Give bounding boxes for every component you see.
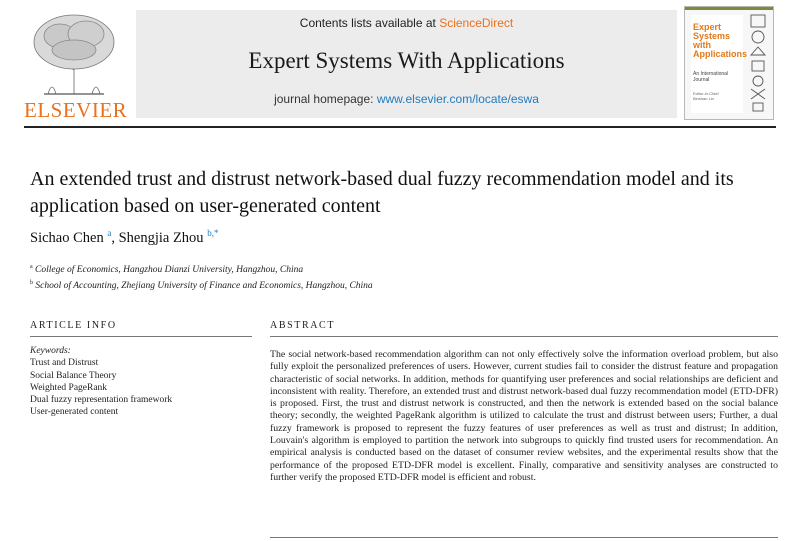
article-info-heading: ARTICLE INFO [30,320,117,331]
abstract-bottom-rule [270,537,778,538]
cover-subtitle: An International Journal [693,71,729,83]
affiliation-item [30,261,373,277]
keywords-label: Keywords: [30,346,71,356]
abstract-text: The social network-based recommendation algorithm can not only effectively solve the information overload problem, but also fully exploit the personalized preferences of users. However, current studies fail to consider the distrust feature and propagation characteristic of social networks. In addition, methods for quantifying user preferences and social relationships are deficient and inconsistent with reality. Therefore, an extended trust and distrust network-based dual fuzzy recommendation model (ETD-DFR) is proposed. First, the trust and distrust network is constructed, and then the network is extended based on the social balance theory; secondly, the weighted PageRank algorithm is utilized to calculate the trust and distrust between users; Further, a dual fuzzy framework is proposed to represent the fuzzy features of user preferences as well as trust and distrust; In addition, Louvain's algorithm is employed to partition the network into subgroups to quickly find trusted users for recommendation. An empirical analysis is conducted based on the dataset of consumer review websites, and the experimental results show that the performance of the proposed ETD-DFR model is excellent. Finally, comparative and sensitivity analyses are constructed to further verify the proposed ETD-DFR model is efficient and robust. [270,349,778,483]
header-divider [24,126,776,128]
affiliation-text: School of Accounting, Zhejiang University of Finance and Economics, Hangzhou, China [35,281,373,292]
cover-icons-column [747,13,769,113]
cover-title: Expert Systems with Applications [693,22,748,59]
keyword-item: Trust and Distrust [30,358,99,369]
author-separator: , [111,229,119,246]
sciencedirect-link[interactable]: ScienceDirect [439,16,514,30]
cover-icon-7 [753,103,763,111]
contents-prefix: Contents lists available at [299,16,440,30]
affiliation-item [30,277,373,293]
affiliation-mark: a [30,264,33,270]
keyword-item: Social Balance Theory [30,370,117,381]
affiliation-mark: b [30,280,33,287]
cover-icon-6 [751,89,765,99]
abstract-rule [270,336,778,337]
keyword-item: Weighted PageRank [30,382,108,393]
author-affiliation-mark[interactable]: a [107,228,112,238]
author-affiliation-mark[interactable]: b,* [207,228,219,238]
journal-title[interactable]: Expert Systems With Applications [248,48,565,73]
cover-icon-1 [751,15,765,27]
cover-text-panel [691,15,748,113]
keywords-block [30,345,172,419]
journal-banner [136,10,677,118]
affiliation-text: College of Economics, Hangzhou Dianzi University, Hangzhou, China [35,265,304,276]
cover-icon-5 [753,76,763,86]
cover-editor-line: Editor-in-Chief Binshan Lin [693,91,719,101]
journal-header [0,0,799,125]
homepage-line [136,92,677,106]
author-line [30,228,218,247]
cover-top-stripe [685,7,773,10]
keyword-item: User-generated content [30,407,119,418]
elsevier-tree-icon [24,10,124,96]
author-name[interactable]: Shengjia Zhou [118,229,204,246]
keyword-item: Dual fuzzy representation framework [30,395,173,406]
article-info-rule [30,336,252,337]
elsevier-logo[interactable] [24,10,128,122]
affiliations [30,261,373,293]
cover-icon-4 [752,61,764,71]
article-title: An extended trust and distrust network-based dual fuzzy recommendation model and its application based on user-generated content [30,168,734,217]
cover-icon-3 [751,47,765,55]
author-name[interactable]: Sichao Chen [30,229,104,246]
journal-homepage-link[interactable]: www.elsevier.com/locate/eswa [376,92,539,106]
abstract-heading: ABSTRACT [270,320,336,331]
homepage-prefix: journal homepage: [274,92,377,106]
elsevier-wordmark: ELSEVIER [24,98,128,122]
contents-line [136,16,677,30]
cover-icon-2 [752,31,764,43]
journal-cover-thumbnail[interactable] [684,6,774,120]
